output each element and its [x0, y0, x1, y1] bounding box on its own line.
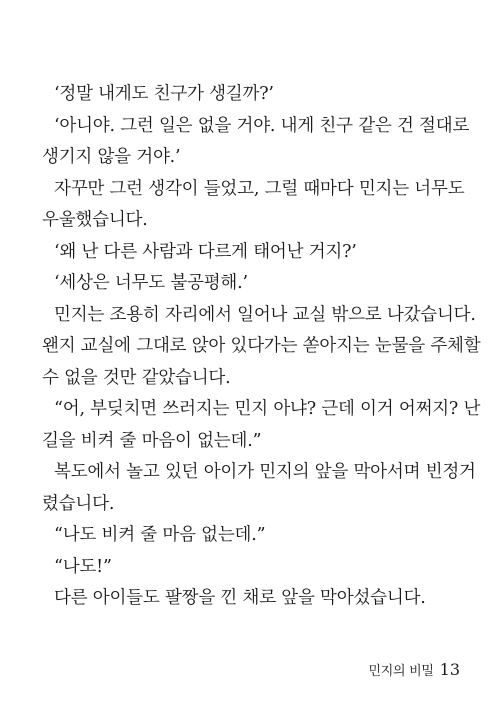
paragraph	[42, 394, 481, 457]
paragraph	[42, 583, 460, 615]
running-title: 민지의 비밀	[368, 664, 434, 679]
paragraph	[42, 268, 460, 300]
paragraph	[42, 174, 465, 237]
text-line: “나도!”	[54, 556, 112, 577]
text-line: 왠지 교실에 그대로 앉아 있다가는 쏟아지는 눈물을 주체할	[42, 336, 481, 356]
text-line: “어, 부딪치면 쓰러지는 민지 아냐? 근데 이거 어쩌지? 난	[54, 399, 481, 419]
text-line: ‘세상은 너무도 불공평해.’	[54, 273, 248, 293]
page-footer	[369, 660, 460, 679]
paragraph	[42, 457, 476, 520]
text-line: 우울했습니다.	[42, 210, 148, 230]
page-number: 13	[439, 660, 460, 679]
text-line: 수 없을 것만 같았습니다.	[42, 367, 231, 388]
text-line: ‘왜 난 다른 사람과 다르게 태어난 거지?’	[54, 241, 357, 262]
paragraph	[42, 552, 460, 584]
paragraph	[42, 520, 460, 552]
text-line: 민지는 조용히 자리에서 일어나 교실 밖으로 나갔습니다.	[54, 304, 476, 325]
text-line: “나도 비켜 줄 마음 없는데.”	[54, 525, 266, 545]
body-text	[42, 79, 481, 615]
text-line: 길을 비켜 줄 마음이 없는데.”	[42, 430, 262, 451]
paragraph	[42, 237, 460, 269]
paragraph	[42, 300, 481, 395]
text-line: 복도에서 놀고 있던 아이가 민지의 앞을 막아서며 빈정거	[54, 462, 476, 482]
text-line: ‘아니야. 그런 일은 없을 거야. 내게 친구 같은 건 절대로	[54, 115, 470, 136]
text-line: 다른 아이들도 팔짱을 낀 채로 앞을 막아섰습니다.	[54, 588, 426, 608]
text-line: 자꾸만 그런 생각이 들었고, 그럴 때마다 민지는 너무도	[54, 178, 465, 199]
text-line: 렸습니다.	[42, 493, 115, 514]
paragraph	[42, 79, 460, 111]
text-line: 생기지 않을 거야.’	[42, 147, 181, 167]
paragraph	[42, 111, 470, 174]
text-line: ‘정말 내게도 친구가 생길까?’	[54, 84, 274, 104]
